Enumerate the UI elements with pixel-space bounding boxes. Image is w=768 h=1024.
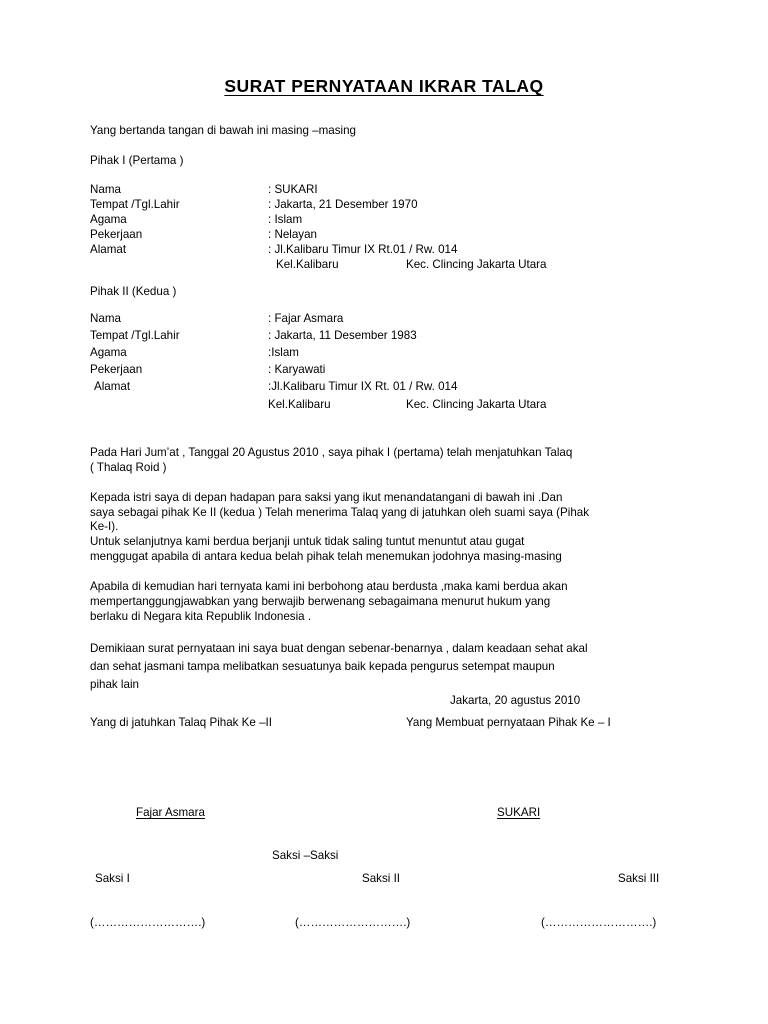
- document-title-text: SURAT PERNYATAAN IKRAR TALAQ: [224, 76, 544, 96]
- paragraph-2-line-2: saya sebagai pihak Ke II (kedua ) Telah menerima Talaq yang di jatuhkan oleh suami saya (Pihak: [90, 506, 590, 519]
- pihak2-value-pekerjaan: : Karyawati: [268, 363, 326, 376]
- pihak1-value-alamat: : Jl.Kalibaru Timur IX Rt.01 / Rw. 014: [268, 243, 458, 256]
- paragraph-1-line-1: Pada Hari Jum’at , Tanggal 20 Agustus 2010 , saya pihak I (pertama) telah menjatuhkan Talaq: [90, 446, 573, 459]
- pihak2-heading: Pihak II (Kedua ): [90, 285, 177, 298]
- paragraph-5-line-2: dan sehat jasmani tampa melibatkan sesuatunya baik kepada pengurus setempat maupun: [90, 660, 555, 673]
- sign-left-label: Yang di jatuhkan Talaq Pihak Ke –II: [90, 716, 272, 729]
- paragraph-4-line-2: mempertanggungjawabkan yang berwajib berwenang sebagaimana menurut hukum yang: [90, 595, 551, 608]
- place-date: Jakarta, 20 agustus 2010: [450, 694, 581, 707]
- intro-text: Yang bertanda tangan di bawah ini masing –masing: [90, 124, 356, 137]
- sign-right-name: SUKARI: [497, 806, 541, 819]
- pihak1-label-alamat: Alamat: [90, 243, 127, 256]
- pihak1-label-agama: Agama: [90, 213, 127, 226]
- paragraph-2-line-1: Kepada istri saya di depan hadapan para saksi yang ikut menandatangani di bawah ini .Dan: [90, 491, 563, 504]
- paragraph-5-line-1: Demikiaan surat pernyataan ini saya buat dengan sebenar-benarnya , dalam keadaan sehat akal: [90, 642, 588, 655]
- paragraph-1-line-2: ( Thalaq Roid ): [90, 461, 167, 474]
- pihak1-kec: Kec. Clincing Jakarta Utara: [406, 258, 547, 271]
- pihak1-label-nama: Nama: [90, 183, 121, 196]
- paragraph-5-line-3: pihak lain: [90, 678, 139, 691]
- saksi-3-signature-blank: (……………………….): [541, 916, 657, 929]
- sign-right-label: Yang Membuat pernyataan Pihak Ke – I: [406, 716, 611, 729]
- pihak2-label-agama: Agama: [90, 346, 127, 359]
- saksi-1-signature-blank: (……………………….): [90, 916, 206, 929]
- pihak1-label-pekerjaan: Pekerjaan: [90, 228, 143, 241]
- pihak1-heading: Pihak I (Pertama ): [90, 154, 184, 167]
- pihak1-label-ttl: Tempat /Tgl.Lahir: [90, 198, 180, 211]
- pihak1-value-nama: : SUKARI: [268, 183, 318, 196]
- pihak2-value-nama: : Fajar Asmara: [268, 312, 344, 325]
- pihak2-label-pekerjaan: Pekerjaan: [90, 363, 143, 376]
- pihak2-label-alamat: Alamat: [94, 380, 131, 393]
- saksi-2-signature-blank: (……………………….): [295, 916, 411, 929]
- pihak2-kel: Kel.Kalibaru: [268, 398, 331, 411]
- paragraph-2-line-3: Ke-I).: [90, 520, 119, 533]
- paragraph-4-line-1: Apabila di kemudian hari ternyata kami ini berbohong atau berdusta ,maka kami berdua akan: [90, 580, 568, 593]
- pihak2-label-nama: Nama: [90, 312, 121, 325]
- pihak2-value-agama: :Islam: [268, 346, 299, 359]
- paragraph-4-line-3: berlaku di Negara kita Republik Indonesia .: [90, 610, 312, 623]
- paragraph-3-line-2: menggugat apabila di antara kedua belah pihak telah menemukan jodohnya masing-masing: [90, 550, 562, 563]
- paragraph-3-line-1: Untuk selanjutnya kami berdua berjanji untuk tidak saling tuntut menuntut atau gugat: [90, 535, 525, 548]
- saksi-1-label: Saksi I: [95, 872, 130, 885]
- saksi-2-label: Saksi II: [362, 872, 401, 885]
- pihak2-label-ttl: Tempat /Tgl.Lahir: [90, 329, 180, 342]
- pihak1-value-ttl: : Jakarta, 21 Desember 1970: [268, 198, 418, 211]
- saksi-3-label: Saksi III: [618, 872, 660, 885]
- saksi-heading: Saksi –Saksi: [272, 849, 339, 862]
- pihak1-value-pekerjaan: : Nelayan: [268, 228, 317, 241]
- sign-left-name: Fajar Asmara: [136, 806, 205, 819]
- pihak2-kec: Kec. Clincing Jakarta Utara: [406, 398, 547, 411]
- document-title: [0, 76, 768, 97]
- pihak2-value-ttl: : Jakarta, 11 Desember 1983: [268, 329, 417, 342]
- pihak1-value-agama: : Islam: [268, 213, 303, 226]
- pihak1-kel: Kel.Kalibaru: [276, 258, 339, 271]
- pihak2-value-alamat: :Jl.Kalibaru Timur IX Rt. 01 / Rw. 014: [268, 380, 458, 393]
